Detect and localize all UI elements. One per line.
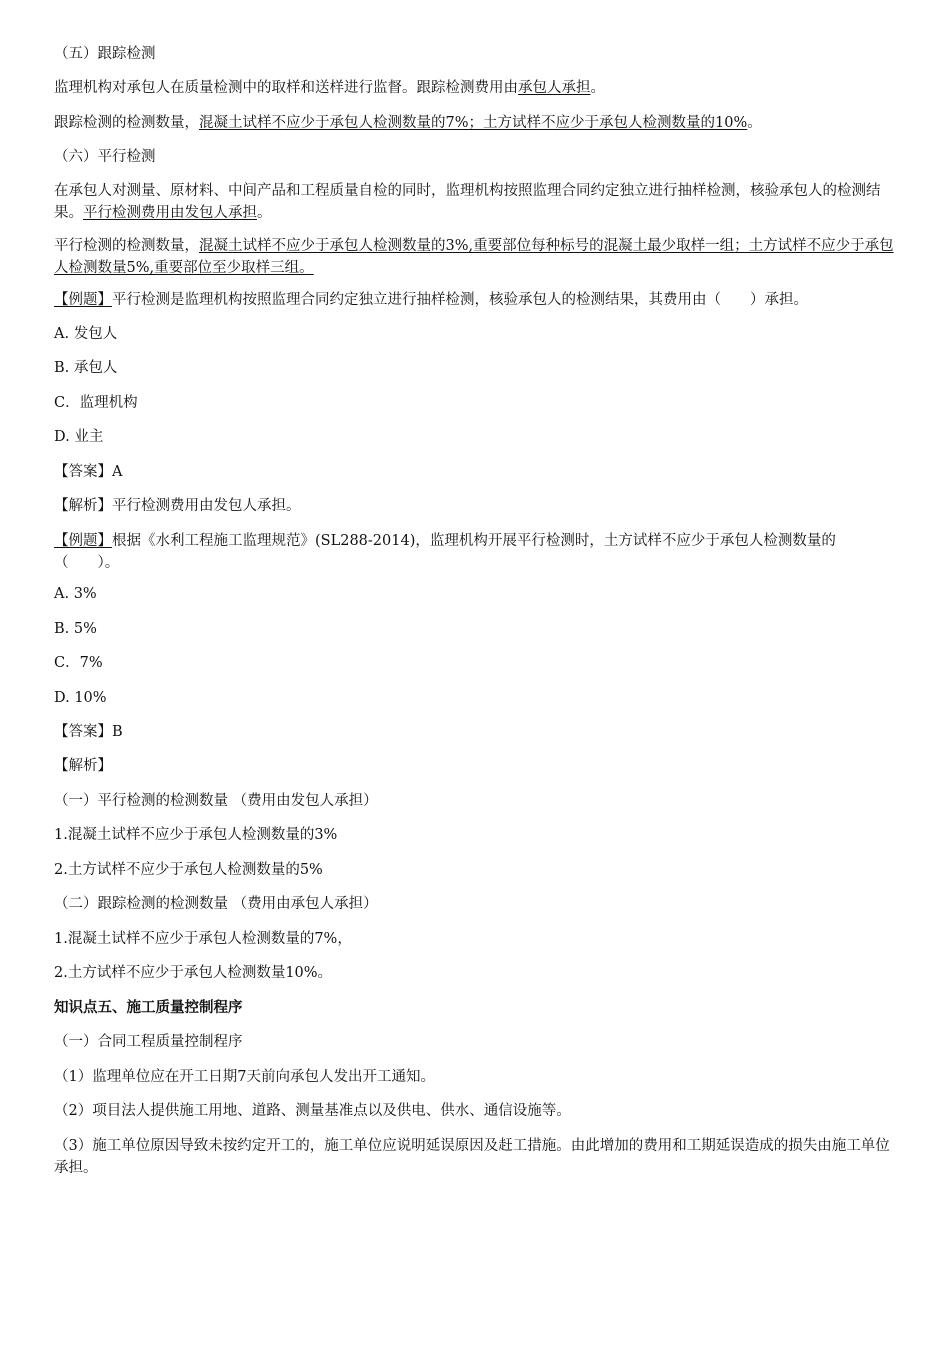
paragraph-parallel-definition — [54, 180, 900, 224]
paragraph-parallel-quantity — [54, 235, 900, 279]
text: 监理机构对承包人在质量检测中的取样和送样进行监督。跟踪检测费用由 — [54, 80, 518, 96]
example-label: 【例题】 — [54, 292, 112, 308]
answer-2: 【答案】B — [54, 724, 123, 740]
analysis-item-parallel-heading: （一）平行检测的检测数量 （费用由发包人承担） — [54, 793, 378, 809]
text: 跟踪检测的检测数量， — [54, 115, 199, 131]
underlined-text: 承包人承担 — [518, 80, 591, 96]
option-a: A. 3% — [54, 586, 97, 602]
option-d: D. 业主 — [54, 429, 104, 445]
example-label: 【例题】 — [54, 533, 112, 549]
analysis-2-heading: 【解析】 — [54, 758, 112, 774]
subsection-heading: （一）合同工程质量控制程序 — [54, 1034, 243, 1050]
text: 在承包人对测量、原材料、中间产品和工程质量自检的同时，监理机构按照监理合同约定独立进行抽样检测，核验承包人的检测结果。 — [54, 183, 881, 221]
analysis-item: 1.混凝土试样不应少于承包人检测数量的3% — [54, 827, 338, 843]
underlined-text: 混凝土试样不应少于承包人检测数量的3%,重要部位每种标号的混凝土最少取样一组；土方试样不应少于承包人检测数量5%,重要部位至少取样三组。 — [54, 238, 894, 276]
analysis-item-tracking-heading: （二）跟踪检测的检测数量 （费用由承包人承担） — [54, 896, 378, 912]
option-b: B. 5% — [54, 621, 97, 637]
knowledge-point-heading: 知识点五、施工质量控制程序 — [54, 999, 243, 1016]
analysis-1: 【解析】平行检测费用由发包人承担。 — [54, 498, 301, 514]
paragraph-tracking-quantity — [54, 112, 900, 134]
analysis-item: 2.土方试样不应少于承包人检测数量的5% — [54, 862, 323, 878]
analysis-item: 1.混凝土试样不应少于承包人检测数量的7%， — [54, 931, 352, 947]
text: 。 — [257, 205, 272, 221]
example-question-1 — [54, 289, 900, 311]
procedure-item-3: （3）施工单位原因导致未按约定开工的，施工单位应说明延误原因及赶工措施。由此增加的费用和工期延误造成的损失由施工单位承担。 — [54, 1138, 890, 1176]
text: 。 — [590, 80, 605, 96]
section-heading-tracking-test: （五）跟踪检测 — [54, 46, 156, 62]
section-heading-parallel-test: （六）平行检测 — [54, 149, 156, 165]
analysis-item: 2.土方试样不应少于承包人检测数量10%。 — [54, 965, 333, 981]
answer-1: 【答案】A — [54, 464, 123, 480]
option-a: A. 发包人 — [54, 326, 118, 342]
option-c: C．7% — [54, 655, 103, 671]
example-question-2 — [54, 530, 900, 574]
text: 平行检测的检测数量， — [54, 238, 199, 254]
underlined-text: 混凝土试样不应少于承包人检测数量的7%；土方试样不应少于承包人检测数量的10% — [199, 115, 748, 131]
paragraph-tracking-supervision — [54, 77, 900, 99]
underlined-text: 平行检测费用由发包人承担 — [83, 205, 257, 221]
question-text: 平行检测是监理机构按照监理合同约定独立进行抽样检测，核验承包人的检测结果，其费用由（ ）承担。 — [112, 292, 808, 308]
option-c: C．监理机构 — [54, 395, 138, 411]
procedure-item-2: （2）项目法人提供施工用地、道路、测量基准点以及供电、供水、通信设施等。 — [54, 1103, 571, 1119]
question-text: 根据《水利工程施工监理规范》(SL288-2014)，监理机构开展平行检测时，土方试样不应少于承包人检测数量的（ ）。 — [54, 533, 836, 571]
procedure-item-1: （1）监理单位应在开工日期7天前向承包人发出开工通知。 — [54, 1069, 435, 1085]
option-d: D. 10% — [54, 690, 107, 706]
option-b: B. 承包人 — [54, 360, 118, 376]
text: 。 — [747, 115, 762, 131]
